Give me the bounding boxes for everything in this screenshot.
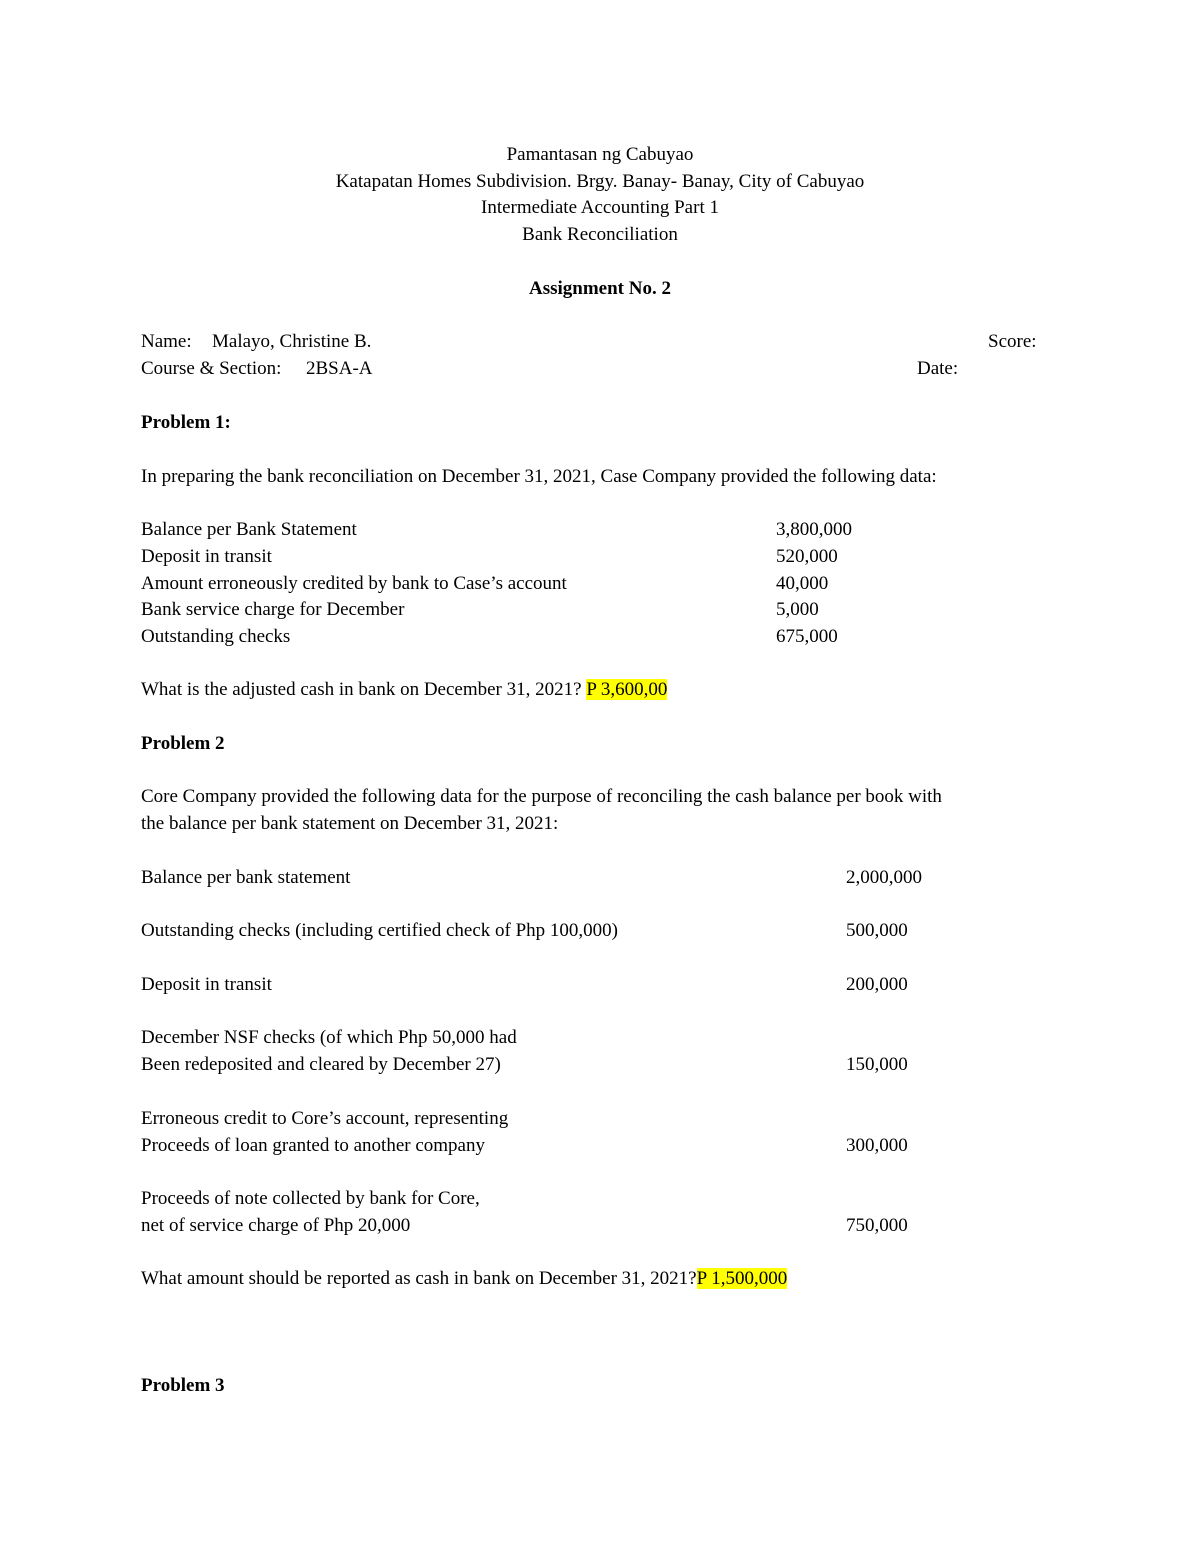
p2-item-value: 2,000,000 <box>846 867 922 888</box>
highlighted-answer: P 3,600,00 <box>586 679 668 700</box>
p1-item-label: Deposit in transit <box>141 546 272 567</box>
name-label: Name: <box>141 331 192 352</box>
p2-item-label: December NSF checks (of which Php 50,000 had <box>141 1027 517 1048</box>
question-text: What is the adjusted cash in bank on December 31, 2021? <box>141 679 587 700</box>
problem-1-question <box>141 679 667 701</box>
problem-2-title: Problem 2 <box>141 733 225 754</box>
p1-item-label: Amount erroneously credited by bank to Case’s account <box>141 573 567 594</box>
p2-item-value: 300,000 <box>846 1135 908 1156</box>
p2-item-label: net of service charge of Php 20,000 <box>141 1215 411 1236</box>
p1-item-value: 520,000 <box>776 546 838 567</box>
p2-item-value: 750,000 <box>846 1215 908 1236</box>
assignment-title: Assignment No. 2 <box>529 278 671 299</box>
p2-item-label: Proceeds of note collected by bank for Core, <box>141 1188 480 1209</box>
p2-item-value: 500,000 <box>846 920 908 941</box>
problem-2-question <box>141 1268 787 1290</box>
student-name: Malayo, Christine B. <box>212 331 372 352</box>
section-label: Course & Section: <box>141 358 282 379</box>
p1-item-label: Bank service charge for December <box>141 599 405 620</box>
p1-item-label: Outstanding checks <box>141 626 291 647</box>
p2-item-label: Proceeds of loan granted to another company <box>141 1135 485 1156</box>
school-name: Pamantasan ng Cabuyao <box>506 144 694 165</box>
problem-2-intro: Core Company provided the following data for the purpose of reconciling the cash balance per book with <box>141 786 942 807</box>
problem-1-intro: In preparing the bank reconciliation on December 31, 2021, Case Company provided the following data: <box>141 466 937 487</box>
problem-1-title: Problem 1: <box>141 412 231 433</box>
question-text: What amount should be reported as cash in bank on December 31, 2021? <box>141 1268 697 1289</box>
p2-item-value: 150,000 <box>846 1054 908 1075</box>
problem-2-intro: the balance per bank statement on December 31, 2021: <box>141 813 559 834</box>
date-label: Date: <box>917 358 959 379</box>
p1-item-value: 3,800,000 <box>776 519 852 540</box>
p1-item-value: 675,000 <box>776 626 838 647</box>
p2-item-label: Been redeposited and cleared by December 27) <box>141 1054 501 1075</box>
course-title: Intermediate Accounting Part 1 <box>481 197 719 218</box>
score-label: Score: <box>988 331 1037 352</box>
problem-3-title: Problem 3 <box>141 1375 225 1396</box>
p2-item-value: 200,000 <box>846 974 908 995</box>
p1-item-value: 40,000 <box>776 573 829 594</box>
section-value: 2BSA-A <box>306 358 373 379</box>
p1-item-value: 5,000 <box>776 599 819 620</box>
p2-item-label: Erroneous credit to Core’s account, representing <box>141 1108 509 1129</box>
p2-item-label: Deposit in transit <box>141 974 272 995</box>
highlighted-answer: P 1,500,000 <box>696 1268 788 1289</box>
p1-item-label: Balance per Bank Statement <box>141 519 357 540</box>
topic-title: Bank Reconciliation <box>522 224 678 245</box>
p2-item-label: Outstanding checks (including certified check of Php 100,000) <box>141 920 618 941</box>
p2-item-label: Balance per bank statement <box>141 867 351 888</box>
school-address: Katapatan Homes Subdivision. Brgy. Banay- Banay, City of Cabuyao <box>335 171 865 192</box>
